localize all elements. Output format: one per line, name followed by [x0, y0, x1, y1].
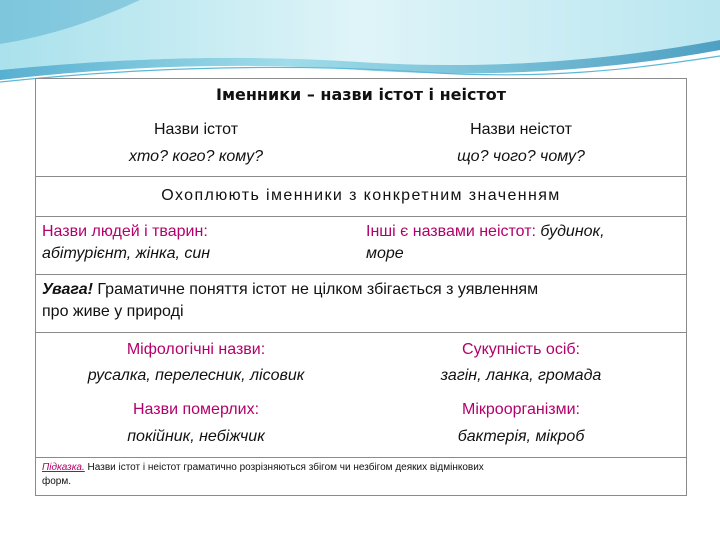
animate-questions: хто? кого? кому?: [129, 148, 263, 165]
other-inanimate-line: [366, 221, 605, 243]
other-inanimate-label: Інші є назвами неістот:: [366, 223, 541, 240]
inanimate-questions: що? чого? чому?: [457, 148, 585, 165]
table-row: [36, 216, 686, 274]
deceased-examples: покійник, небіжчик: [127, 428, 265, 445]
hint-label: Підказка.: [42, 462, 85, 473]
table-row: [36, 332, 686, 457]
microorganisms-examples: бактерія, мікроб: [457, 428, 585, 445]
content-table: [35, 78, 687, 496]
animate-label: Назви істот: [153, 121, 239, 138]
people-animals-examples: абітурієнт, жінка, син: [42, 245, 211, 262]
inanimate-label: Назви неістот: [470, 121, 572, 138]
microorganisms-label: Мікроорганізми:: [462, 401, 580, 418]
concrete-meaning-text: Охоплюють іменники з конкретним значенням: [161, 187, 561, 204]
hint-line: [42, 461, 484, 475]
attention-text-1: Граматичне поняття істот не цілком збігається з уявленням: [97, 281, 539, 298]
collective-label: Сукупність осіб:: [462, 341, 580, 358]
table-row: [36, 79, 686, 176]
other-inanimate-examples-1: будинок,: [540, 223, 605, 240]
table-row: [36, 176, 686, 216]
attention-label: Увага!: [42, 281, 93, 298]
mythological-examples: русалка, перелесник, лісовик: [87, 367, 305, 384]
page-title: Іменники – назви істот і неістот: [215, 85, 506, 104]
hint-text-2: форм.: [42, 476, 72, 487]
collective-examples: загін, ланка, громада: [440, 367, 602, 384]
wave-decoration: [0, 0, 720, 90]
table-row: [36, 457, 686, 495]
attention-text-2: про живе у природі: [42, 303, 184, 320]
hint-text-1: Назви істот і неістот граматично розрізняються збігом чи незбігом деяких відмінкових: [84, 462, 484, 473]
deceased-label: Назви померлих:: [132, 401, 260, 418]
other-inanimate-examples-2: море: [366, 245, 404, 262]
mythological-label: Міфологічні назви:: [126, 341, 266, 358]
people-animals-label: Назви людей і тварин:: [42, 223, 208, 240]
table-row: [36, 274, 686, 332]
attention-line: [42, 279, 538, 301]
